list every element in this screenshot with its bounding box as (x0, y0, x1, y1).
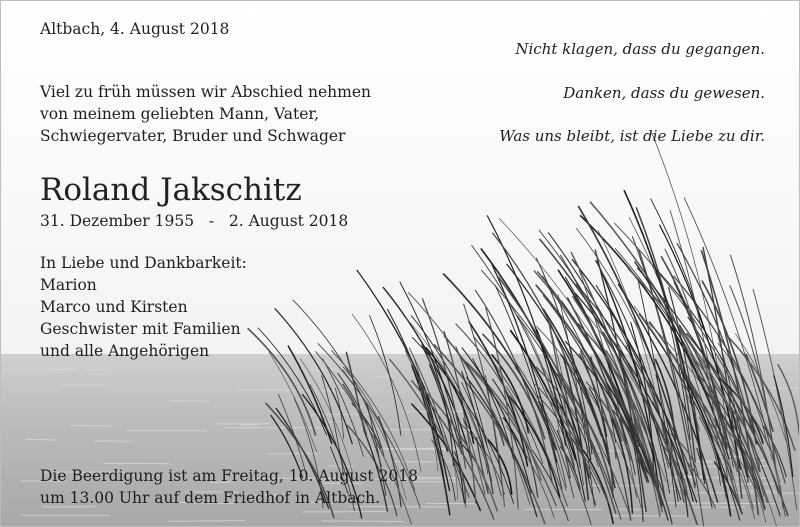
deceased-name: Roland Jakschitz (40, 172, 302, 208)
mourners-line: Marion (40, 276, 97, 294)
mourners-line: Geschwister mit Familien (40, 320, 241, 338)
intro-line: von meinem geliebten Mann, Vater, (40, 105, 319, 123)
funeral-line: Die Beerdigung ist am Freitag, 10. August 2018 (40, 467, 418, 485)
intro-text (40, 81, 371, 147)
intro-line: Viel zu früh müssen wir Abschied nehmen (40, 83, 371, 101)
life-dates: 31. Dezember 1955 - 2. August 2018 (40, 212, 349, 230)
quote-line-1: Nicht klagen, dass du gegangen. (515, 40, 765, 58)
water-ripple (668, 488, 698, 489)
water-ripple (2, 369, 78, 370)
mourners-line: Marco und Kirsten (40, 298, 188, 316)
intro-line: Schwiegervater, Bruder und Schwager (40, 127, 346, 145)
funeral-line: um 13.00 Uhr auf dem Friedhof in Altbach. (40, 489, 381, 507)
quote-line-2: Danken, dass du gewesen. (563, 84, 765, 102)
mourners-line: und alle Angehörigen (40, 342, 210, 360)
mourners-list (40, 252, 247, 362)
funeral-info (40, 465, 418, 509)
water-ripple (322, 521, 403, 522)
quote-line-3: Was uns bleibt, ist die Liebe zu dir. (499, 127, 765, 145)
water-ripple (168, 521, 245, 522)
place-date: Altbach, 4. August 2018 (40, 20, 230, 38)
mourners-line: In Liebe und Dankbarkeit: (40, 254, 247, 272)
